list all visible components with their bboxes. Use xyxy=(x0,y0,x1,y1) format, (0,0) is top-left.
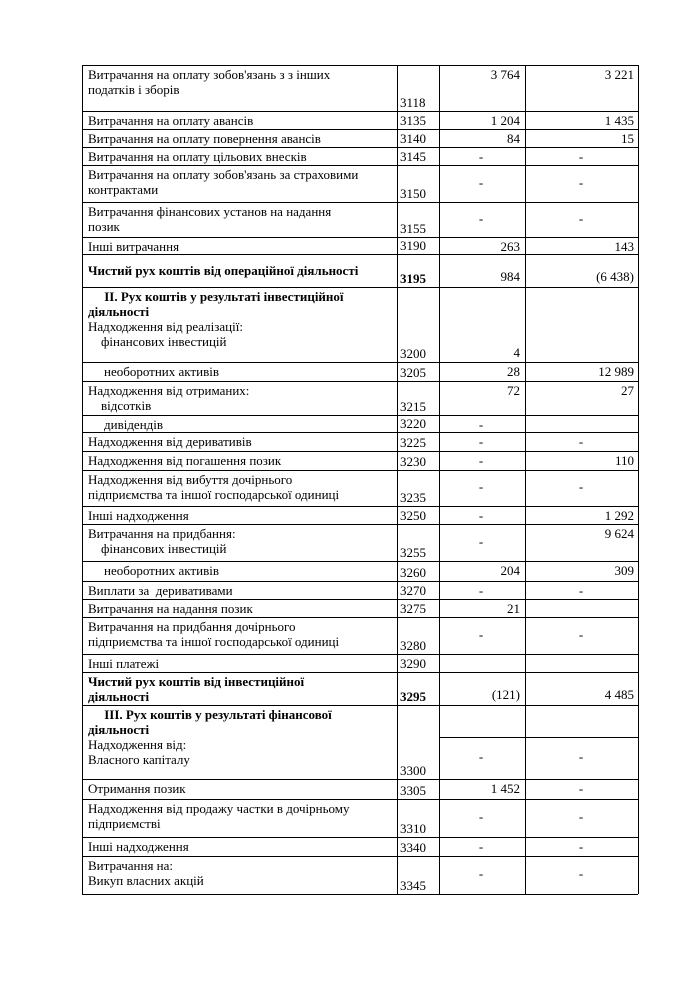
row-label-line: Виплати за деривативами xyxy=(88,583,233,598)
row-label-line: відсотків xyxy=(88,398,152,413)
row-label-line: Надходження від вибуття дочірнього xyxy=(88,472,293,487)
row-label-line: Витрачання на оплату зобов'язань за страховими xyxy=(88,167,359,182)
row-code: 3195 xyxy=(400,271,426,286)
row-label xyxy=(82,779,397,799)
row-label-line: Витрачання на оплату цільових внесків xyxy=(88,149,307,164)
previous-period-value: 3 221 xyxy=(604,67,634,82)
row-label xyxy=(82,287,397,362)
row-code: 3190 xyxy=(400,238,426,253)
row-label-line: контрактами xyxy=(88,182,159,197)
current-period-value: - xyxy=(478,479,484,494)
current-period-value: - xyxy=(478,809,484,824)
current-period-value: - xyxy=(478,149,484,164)
row-label-line: діяльності xyxy=(88,304,150,319)
row-label xyxy=(82,254,397,287)
previous-period-value: - xyxy=(578,781,584,796)
row-label xyxy=(82,705,397,779)
row-label-line: Чистий рух коштів від операційної діяльності xyxy=(88,263,359,278)
previous-period-value: 1 435 xyxy=(604,113,634,128)
row-code: 3235 xyxy=(400,490,426,505)
current-period-value: 28 xyxy=(507,364,520,379)
row-code: 3135 xyxy=(400,113,426,128)
table-column-rule xyxy=(439,65,440,894)
row-code: 3200 xyxy=(400,346,426,361)
current-period-value: 1 452 xyxy=(490,781,520,796)
table-row xyxy=(82,415,638,432)
row-code: 3215 xyxy=(400,399,426,414)
table-row xyxy=(82,147,638,165)
table-rule xyxy=(82,894,638,895)
row-label-line: діяльності xyxy=(88,722,150,737)
row-code: 3118 xyxy=(400,95,426,110)
row-code: 3255 xyxy=(400,545,426,560)
table-column-rule xyxy=(525,65,526,894)
previous-period-value: - xyxy=(578,866,584,881)
row-label-line: Витрачання на надання позик xyxy=(88,601,253,616)
row-label-line: податків і зборів xyxy=(88,82,180,97)
row-label-line: Надходження від отриманих: xyxy=(88,383,250,398)
current-period-value: 1 204 xyxy=(490,113,520,128)
row-label xyxy=(82,65,397,111)
row-label-line: Викуп власних акцій xyxy=(88,873,204,888)
row-label xyxy=(82,451,397,470)
table-row xyxy=(82,165,638,202)
row-code: 3260 xyxy=(400,565,426,580)
table-row xyxy=(82,654,638,672)
row-label xyxy=(82,415,397,432)
row-code: 3275 xyxy=(400,601,426,616)
row-label-line: Надходження від погашення позик xyxy=(88,453,282,468)
previous-period-value: - xyxy=(578,175,584,190)
current-period-value: (121) xyxy=(491,687,520,702)
row-label xyxy=(82,617,397,654)
row-label-line: Отримання позик xyxy=(88,781,186,796)
row-label-line: Інші надходження xyxy=(88,508,189,523)
row-code: 3340 xyxy=(400,840,426,855)
row-code: 3230 xyxy=(400,454,426,469)
previous-period-value: - xyxy=(578,749,584,764)
table-row xyxy=(82,287,638,362)
row-label-line: Надходження від: xyxy=(88,737,187,752)
current-period-value: - xyxy=(478,866,484,881)
row-label xyxy=(82,147,397,165)
table-row xyxy=(82,237,638,254)
row-label xyxy=(82,799,397,837)
current-period-value: 21 xyxy=(507,601,520,616)
row-label-line: Витрачання на придбання: xyxy=(88,526,236,541)
row-label-line: фінансових інвестицій xyxy=(88,541,227,556)
table-row xyxy=(82,451,638,470)
row-label-line: Надходження від деривативів xyxy=(88,434,252,449)
row-label xyxy=(82,129,397,147)
row-label xyxy=(82,381,397,415)
row-label-line: Чистий рух коштів від інвестиційної xyxy=(88,673,305,689)
row-label-line: Інші витрачання xyxy=(88,239,180,254)
previous-period-value: 27 xyxy=(621,383,634,398)
table-row xyxy=(82,129,638,147)
row-label xyxy=(82,202,397,237)
current-period-value: 204 xyxy=(500,563,520,578)
previous-period-value: 143 xyxy=(614,239,634,254)
previous-period-value: 12 989 xyxy=(598,364,634,379)
row-label-line: Витрачання на оплату зобов'язань з з інших xyxy=(88,67,331,82)
row-label-line: підприємства та іншої господарської одиниці xyxy=(88,634,340,649)
row-label-line: дивідендів xyxy=(104,417,164,432)
row-label xyxy=(82,654,397,672)
current-period-value: - xyxy=(478,417,484,432)
row-code: 3155 xyxy=(400,221,426,236)
current-period-value: - xyxy=(478,434,484,449)
row-label-line: Витрачання на придбання дочірнього xyxy=(88,619,296,634)
row-label-line: Витрачання фінансових установ на надання xyxy=(88,204,332,219)
row-code: 3305 xyxy=(400,783,426,798)
row-label-line: необоротних активів xyxy=(104,364,219,379)
row-label-line: Витрачання на: xyxy=(88,858,174,873)
current-period-value: - xyxy=(478,749,484,764)
row-label-line: Інші платежі xyxy=(88,656,160,671)
previous-period-value xyxy=(525,415,638,432)
row-label-line: фінансових інвестицій xyxy=(88,334,227,349)
previous-period-value xyxy=(525,654,638,672)
previous-period-value: 4 485 xyxy=(604,687,634,702)
table-row xyxy=(82,561,638,581)
row-label xyxy=(82,362,397,381)
table-row xyxy=(82,524,638,561)
current-period-value: - xyxy=(478,627,484,642)
current-period-value: - xyxy=(478,453,484,468)
previous-period-value: - xyxy=(578,434,584,449)
current-period-value: - xyxy=(478,839,484,854)
previous-period-value: (6 438) xyxy=(596,269,634,284)
row-label-line: ІІ. Рух коштів у результаті інвестиційної xyxy=(88,289,344,304)
row-label xyxy=(82,506,397,524)
row-code: 3225 xyxy=(400,435,426,450)
row-label-line: підприємства та іншої господарської одиниці xyxy=(88,487,340,502)
table-row xyxy=(82,779,638,799)
row-code: 3270 xyxy=(400,583,426,598)
row-code: 3345 xyxy=(400,878,426,893)
current-period-value: - xyxy=(478,175,484,190)
row-label xyxy=(82,672,397,705)
row-label xyxy=(82,165,397,202)
current-period-value: 84 xyxy=(507,131,520,146)
row-label-line: Надходження від продажу частки в дочірньому xyxy=(88,801,350,816)
previous-period-value: 1 292 xyxy=(604,508,634,523)
table-row xyxy=(82,65,638,111)
table-row xyxy=(82,672,638,705)
row-code: 3205 xyxy=(400,365,426,380)
previous-period-value: - xyxy=(578,809,584,824)
row-label xyxy=(82,561,397,581)
table-row xyxy=(82,581,638,599)
table-column-rule xyxy=(82,65,83,894)
row-code: 3250 xyxy=(400,508,426,523)
row-label xyxy=(82,837,397,856)
table-row xyxy=(82,470,638,506)
row-label xyxy=(82,237,397,254)
previous-period-value: - xyxy=(578,839,584,854)
table-row xyxy=(82,799,638,837)
row-code: 3140 xyxy=(400,131,426,146)
row-label xyxy=(82,432,397,451)
previous-period-value xyxy=(525,599,638,617)
previous-period-value xyxy=(525,287,638,362)
current-period-value xyxy=(439,654,525,672)
row-code: 3280 xyxy=(400,638,426,653)
table-row xyxy=(82,506,638,524)
table-row xyxy=(82,381,638,415)
previous-period-value: - xyxy=(578,479,584,494)
row-label xyxy=(82,856,397,894)
table-row xyxy=(82,362,638,381)
row-code: 3290 xyxy=(400,656,426,671)
row-code: 3310 xyxy=(400,821,426,836)
previous-period-value: 9 624 xyxy=(604,526,634,541)
current-period-value: - xyxy=(478,534,484,549)
row-label xyxy=(82,111,397,129)
row-label xyxy=(82,599,397,617)
row-label-line: позик xyxy=(88,219,120,234)
previous-period-value: - xyxy=(578,627,584,642)
table-column-rule xyxy=(397,65,398,894)
row-code: 3145 xyxy=(400,149,426,164)
row-label-line: Власного капіталу xyxy=(88,752,190,767)
row-label xyxy=(82,581,397,599)
current-period-value: 3 764 xyxy=(490,67,520,82)
row-label-line: Витрачання на оплату повернення авансів xyxy=(88,131,321,146)
table-row xyxy=(82,856,638,894)
table-row xyxy=(82,111,638,129)
previous-period-value: - xyxy=(578,149,584,164)
row-code: 3220 xyxy=(400,416,426,431)
table-row xyxy=(82,432,638,451)
current-period-value: 4 xyxy=(513,345,520,360)
row-label xyxy=(82,470,397,506)
current-period-value: - xyxy=(478,508,484,523)
previous-period-value: - xyxy=(578,583,584,598)
cash-flow-table xyxy=(82,65,638,894)
row-label-line: Інші надходження xyxy=(88,839,189,854)
row-label xyxy=(82,524,397,561)
row-code: 3300 xyxy=(400,763,426,778)
current-period-value: - xyxy=(478,211,484,226)
current-period-value: 72 xyxy=(507,383,520,398)
table-rule xyxy=(439,737,638,738)
previous-period-value: 110 xyxy=(614,453,634,468)
current-period-value: 263 xyxy=(500,239,520,254)
table-column-rule xyxy=(638,65,639,894)
row-code: 3150 xyxy=(400,186,426,201)
current-period-value: - xyxy=(478,583,484,598)
table-row xyxy=(82,254,638,287)
row-label-line: підприємстві xyxy=(88,816,161,831)
table-row xyxy=(82,617,638,654)
table-row xyxy=(82,837,638,856)
table-row xyxy=(82,202,638,237)
row-code: 3295 xyxy=(400,689,426,704)
current-period-value: 984 xyxy=(500,269,520,284)
row-label-line: ІІІ. Рух коштів у результаті фінансової xyxy=(88,707,332,722)
row-label-line: Витрачання на оплату авансів xyxy=(88,113,254,128)
previous-period-value: 15 xyxy=(621,131,634,146)
row-label-line: необоротних активів xyxy=(104,563,219,578)
table-row xyxy=(82,705,638,779)
table-row xyxy=(82,599,638,617)
row-label-line: діяльності xyxy=(88,688,150,704)
previous-period-value: 309 xyxy=(614,563,634,578)
previous-period-value: - xyxy=(578,211,584,226)
row-label-line: Надходження від реалізації: xyxy=(88,319,243,334)
